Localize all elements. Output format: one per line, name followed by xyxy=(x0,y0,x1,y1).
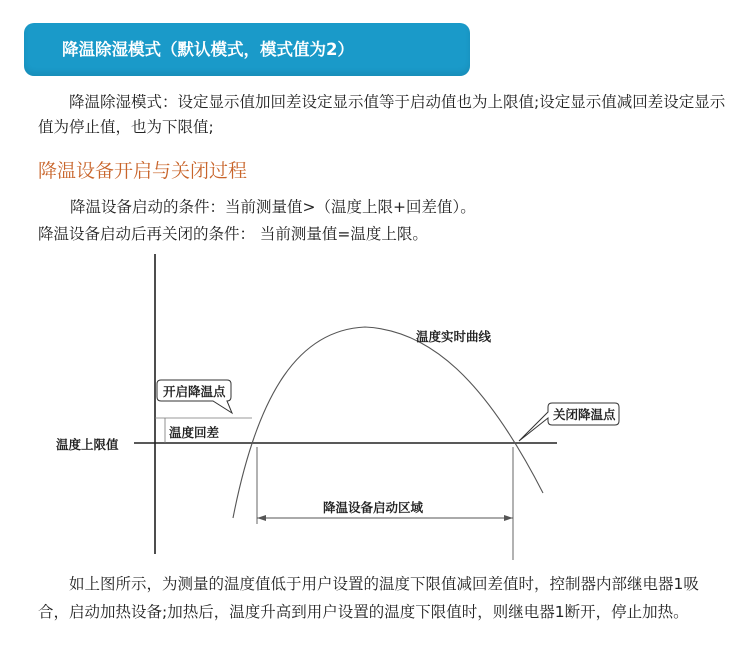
start-point-label: 开启降温点 xyxy=(163,384,226,399)
conclusion-paragraph: 如上图所示，为测量的温度值低于用户设置的温度下限值减回差值时，控制器内部继电器1吸合，启动加热设备;加热后，温度升高到用户设置的温度下限值时，则继电器1断开，停止加热。 xyxy=(38,575,699,621)
upper-limit-label: 温度上限值 xyxy=(56,437,119,452)
hysteresis-label: 温度回差 xyxy=(169,425,220,440)
region-arrow-right-head xyxy=(504,515,513,521)
active-region-label: 降温设备启动区域 xyxy=(323,500,424,515)
stop-condition-text: 降温设备启动后再关闭的条件： 当前测量值=温度上限。 xyxy=(38,225,428,243)
intro-paragraph: 降温除湿模式：设定显示值加回差设定显示值等于启动值也为上限值;设定显示值减回差设定显示值为停止值，也为下限值; xyxy=(38,93,726,136)
section-heading: 降温设备开启与关闭过程 xyxy=(38,160,248,182)
region-arrow-left-head xyxy=(257,515,266,521)
stop-point-label: 关闭降温点 xyxy=(553,407,616,422)
start-condition-text: 降温设备启动的条件：当前测量值>（温度上限+回差值）。 xyxy=(70,198,476,216)
temperature-curve xyxy=(233,327,543,518)
curve-label: 温度实时曲线 xyxy=(416,329,492,344)
banner-title: 降温除湿模式（默认模式，模式值为2） xyxy=(62,40,354,59)
